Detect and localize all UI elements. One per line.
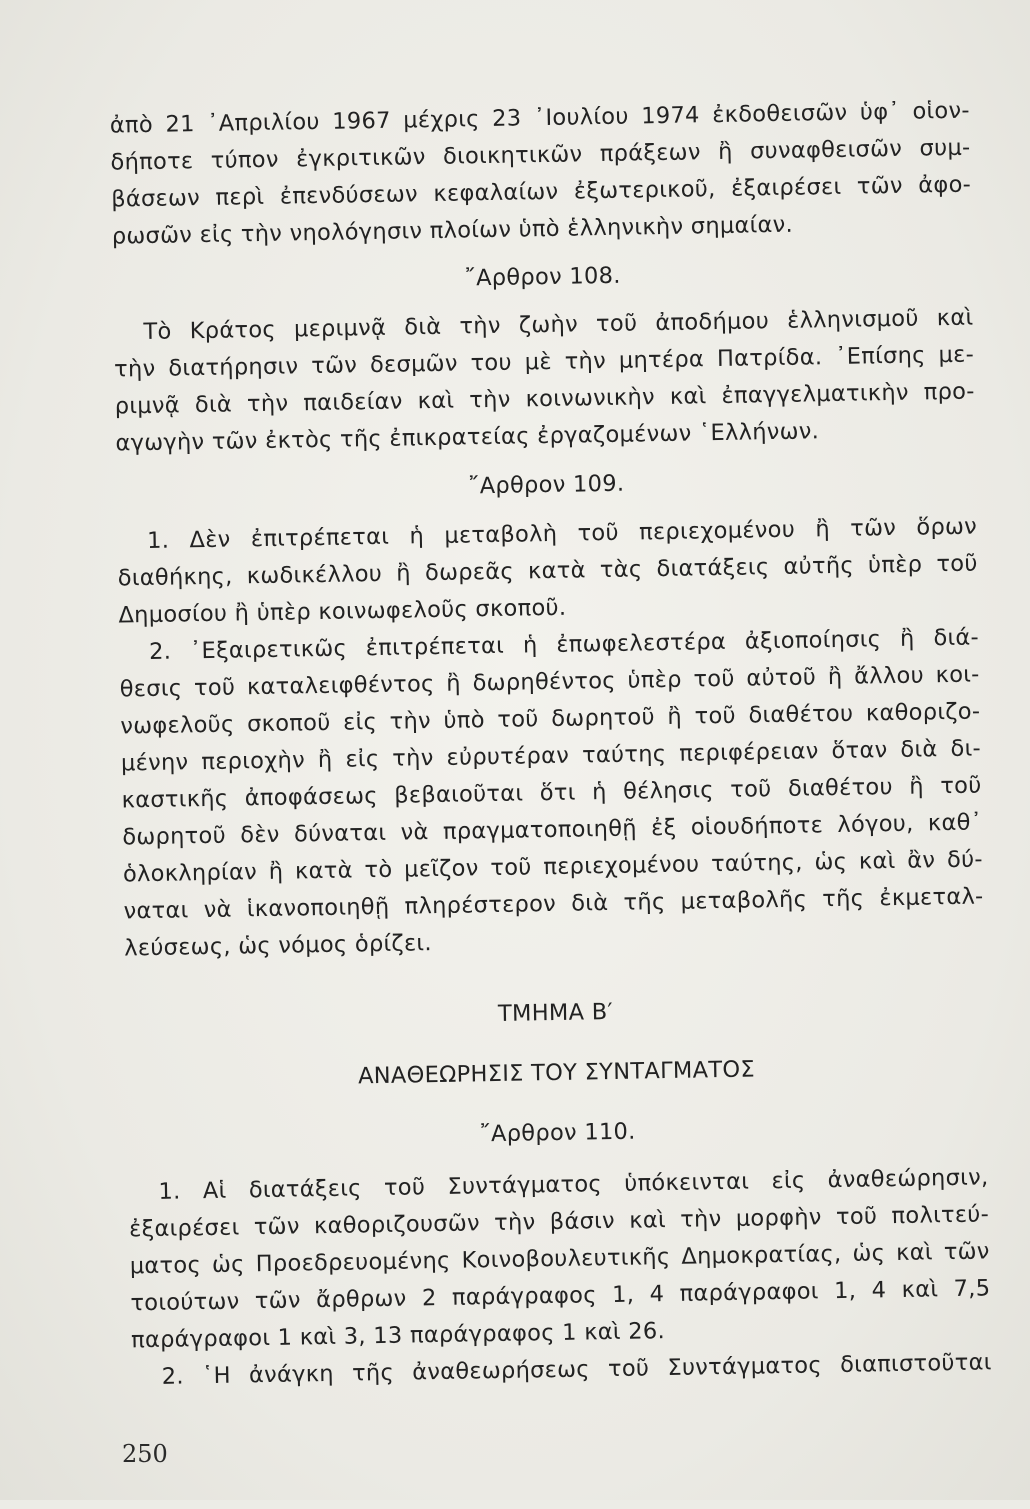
text-line: ριμνᾷ διὰ τὴν παιδείαν καὶ τὴν κοινωνικὴν καὶ ἐπαγγελματικὴν προ- — [114, 378, 975, 420]
text-line: μένην περιοχὴν ἢ εἰς τὴν εὐρυτέραν ταύτης περιφέρειαν ὅταν διὰ δι- — [120, 735, 982, 777]
text-line: 1. Αἱ διατάξεις τοῦ Συντάγματος ὑπόκεινται εἰς ἀναθεώρησιν, — [158, 1164, 989, 1205]
text-line: ματος ὡς Προεδρευομένης Κοινοβουλευτικῆς Δημοκρατίας, ὡς καὶ τῶν — [129, 1238, 990, 1280]
page-number: 250 — [122, 1440, 168, 1468]
article-110-heading: ῎Αρθρον 110. — [479, 1118, 636, 1148]
text-line: ρωσῶν εἰς τὴν νηολόγησιν πλοίων ὑπὸ ἑλληνικὴν σημαίαν. — [111, 211, 794, 250]
text-line: τὴν διατήρησιν τῶν δεσμῶν του μὲ τὴν μητέρα Πατρίδα. ᾿Επίσης με- — [113, 341, 975, 383]
text-line: παράγραφοι 1 καὶ 3, 13 παράγραφος 1 καὶ 26. — [130, 1318, 666, 1354]
text-line: νωφελοῦς σκοποῦ εἰς τὴν ὑπὸ τοῦ δωρητοῦ ἢ τοῦ διαθέτου καθοριζο- — [120, 698, 981, 740]
text-line: Δημοσίου ἢ ὑπὲρ κοινωφελοῦς σκοποῦ. — [118, 594, 567, 629]
text-line: ναται νὰ ἱκανοποιηθῇ πληρέστερον διὰ τῆς μεταβολῆς τῆς ἐκμεταλ- — [123, 883, 984, 925]
text-line: Τὸ Κράτος μεριμνᾷ διὰ τὴν ζωὴν τοῦ ἀποδήμου ἑλληνισμοῦ καὶ — [143, 304, 974, 346]
text-line: 1. Δὲν ἐπιτρέπεται ἡ μεταβολὴ τοῦ περιεχομένου ἢ τῶν ὅρων — [146, 513, 978, 555]
text-line: ἀπὸ 21 ᾿Απριλίου 1967 μέχρις 23 ᾿Ιουλίου 1974 ἐκδοθεισῶν ὑφ᾿ οἱον- — [109, 97, 971, 139]
section-heading: ΤΜΗΜΑ Β′ — [497, 998, 614, 1027]
text-line: αγωγὴν τῶν ἐκτὸς τῆς ἐπικρατείας ἐργαζομένων ῾Ελλήνων. — [115, 418, 820, 457]
text-line: 2. ᾿Εξαιρετικῶς ἐπιτρέπεται ἡ ἐπωφελεστέρα ἀξιοποίησις ἢ διά- — [148, 624, 980, 665]
text-line: δήποτε τύπον ἐγκριτικῶν διοικητικῶν πράξεων ἢ συναφθεισῶν συμ- — [110, 134, 971, 176]
text-line: καστικῆς ἀποφάσεως βεβαιοῦται ὅτι ἡ θέλησις τοῦ διαθέτου ἢ τοῦ — [121, 772, 982, 814]
text-line: διαθήκης, κωδικέλλου ἢ δωρεᾶς κατὰ τὰς διατάξεις αὐτῆς ὑπὲρ τοῦ — [117, 550, 978, 592]
text-line: 2. ῾Η ἀνάγκη τῆς ἀναθεωρήσεως τοῦ Συντάγματος διαπιστοῦται — [161, 1349, 992, 1390]
text-line: δωρητοῦ δὲν δύναται νὰ πραγματοποιηθῇ ἐξ οἱουδήποτε λόγου, καθ᾿ — [122, 809, 983, 851]
section-title: ΑΝΑΘΕΩΡΗΣΙΣ ΤΟΥ ΣΥΝΤΑΓΜΑΤΟΣ — [357, 1056, 756, 1090]
text-line: ὁλοκληρίαν ἢ κατὰ τὸ μεῖζον τοῦ περιεχομένου ταύτης, ὡς καὶ ἂν δύ- — [122, 846, 984, 888]
text-line: ἐξαιρέσει τῶν καθοριζουσῶν τὴν βάσιν καὶ τὴν μορφὴν τοῦ πολιτεύ- — [128, 1201, 990, 1243]
article-109-heading: ῎Αρθρον 109. — [467, 470, 625, 500]
text-line: βάσεων περὶ ἐπενδύσεων κεφαλαίων ἐξωτερικοῦ, ἐξαιρέσει τῶν ἀφο- — [110, 171, 972, 213]
text-line: λεύσεως, ὡς νόμος ὁρίζει. — [124, 930, 433, 962]
text-line: θεσις τοῦ καταλειφθέντος ἢ δωρηθέντος ὑπὲρ τοῦ αὐτοῦ ἢ ἄλλου κοι- — [119, 661, 980, 703]
text-line: τοιούτων τῶν ἄρθρων 2 παράγραφος 1, 4 παράγραφοι 1, 4 καὶ 7,5 — [130, 1275, 991, 1317]
article-108-heading: ῎Αρθρον 108. — [464, 262, 621, 292]
